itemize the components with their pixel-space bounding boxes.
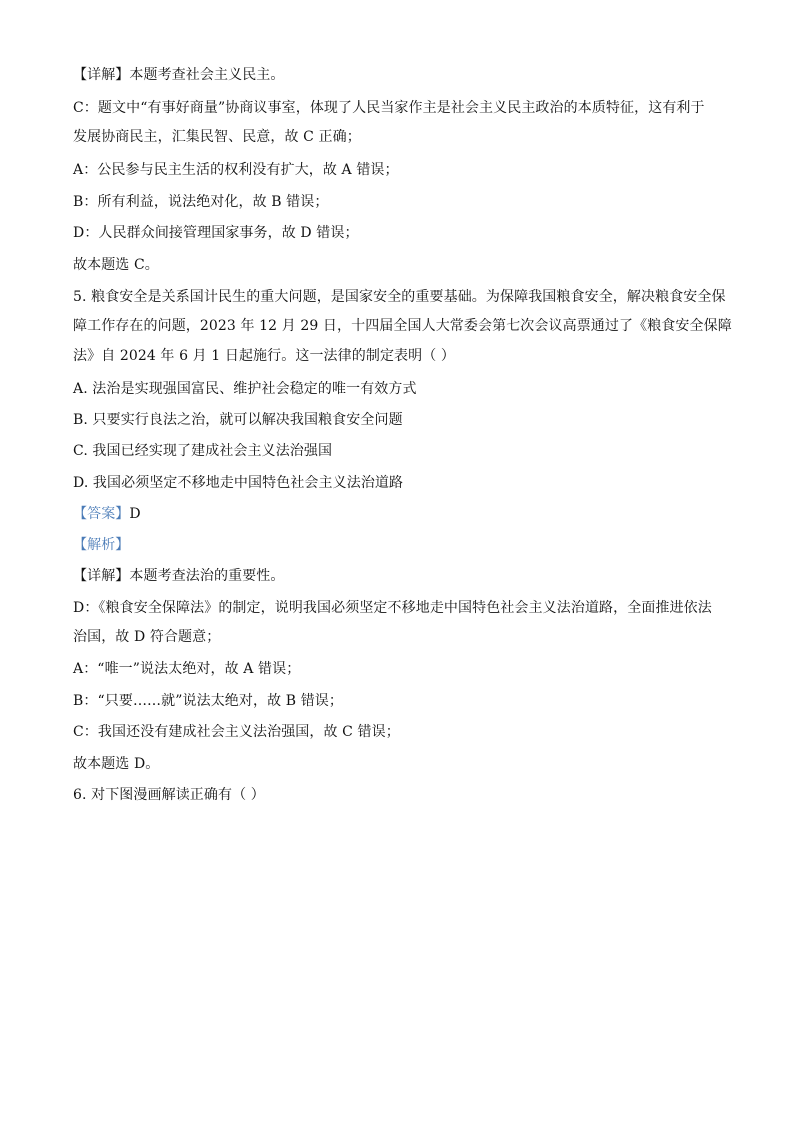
q4-option-d-explanation: D：人民群众间接管理国家事务，故 D 错误；	[73, 225, 359, 241]
q5-analysis-label-text: 【解析】	[73, 537, 130, 553]
q5-stem-line3: 法》自 2024 年 6 月 1 日起施行。这一法律的制定表明（ ）	[73, 348, 455, 364]
q5-stem-line1: 5. 粮食安全是关系国计民生的重大问题，是国家安全的重要基础。为保障我国粮食安全，解决粮食安全保	[73, 289, 726, 305]
q4-option-b-explanation: B：所有利益，说法绝对化，故 B 错误；	[73, 194, 329, 210]
q5-option-d-explanation-line2: 治国，故 D 符合题意；	[73, 629, 221, 645]
q5-option-d: D. 我国必须坚定不移地走中国特色社会主义法治道路	[73, 475, 404, 491]
q4-option-c-explanation-line1: C：题文中“有事好商量”协商议事室，体现了人民当家作主是社会主义民主政治的本质特征，这有利于	[73, 100, 705, 116]
q5-option-b: B. 只要实行良法之治，就可以解决我国粮食安全问题	[73, 412, 403, 428]
q6-stem: 6. 对下图漫画解读正确有（ ）	[73, 787, 265, 803]
q4-option-c-explanation-line2: 发展协商民主，汇集民智、民意，故 C 正确；	[73, 129, 361, 145]
q5-answer-label: 【答案】	[73, 506, 130, 522]
q5-detail-heading: 【详解】本题考查法治的重要性。	[73, 568, 285, 584]
q5-option-d-explanation-line1: D：《粮食安全保障法》的制定，说明我国必须坚定不移地走中国特色社会主义法治道路，全面推进依法	[73, 600, 712, 616]
q5-option-c: C. 我国已经实现了建成社会主义法治强国	[73, 443, 333, 459]
q5-option-a-explanation: A：“唯一”说法太绝对，故 A 错误；	[73, 661, 301, 677]
q4-option-a-explanation: A：公民参与民主生活的权利没有扩大，故 A 错误；	[73, 162, 399, 178]
q5-conclusion: 故本题选 D。	[73, 756, 160, 772]
q5-option-a: A. 法治是实现强国富民、维护社会稳定的唯一有效方式	[73, 381, 417, 397]
q4-conclusion: 故本题选 C。	[73, 257, 159, 273]
q5-answer	[73, 505, 723, 523]
q5-option-c-explanation: C：我国还没有建成社会主义法治强国，故 C 错误；	[73, 724, 400, 740]
q5-stem-line2: 障工作存在的问题，2023 年 12 月 29 日，十四届全国人大常委会第七次会议高票通过了《粮食安全保障	[73, 318, 732, 334]
q5-answer-value: D	[129, 506, 141, 522]
q5-option-b-explanation: B：“只要……就”说法太绝对，故 B 错误；	[73, 693, 343, 709]
q5-analysis-label	[73, 536, 723, 554]
q4-detail-heading: 【详解】本题考查社会主义民主。	[73, 67, 285, 83]
